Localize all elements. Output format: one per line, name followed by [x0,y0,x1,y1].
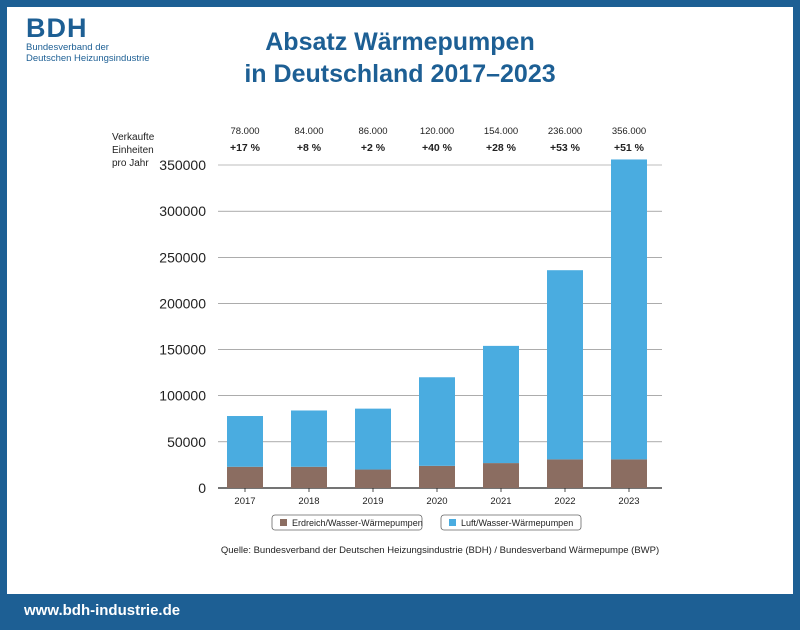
y-axis-label-line: Verkaufte [112,132,155,143]
x-axis-ticks [234,488,639,507]
x-tick-label: 2017 [234,496,256,507]
x-tick-label: 2022 [554,496,576,507]
chart-title-line-2: in Deutschland 2017–2023 [244,60,556,88]
x-tick-label: 2023 [618,496,640,507]
y-tick-label: 50000 [167,433,206,450]
legend-swatch [280,519,287,526]
y-axis-label-line: pro Jahr [112,158,149,169]
growth-label: +40 % [421,142,453,154]
bar-erdreich [227,467,263,488]
bars [227,159,647,488]
total-label: 86.000 [358,126,388,137]
y-tick-label: 300000 [159,203,206,220]
y-tick-label: 350000 [159,157,206,173]
footer-url[interactable]: www.bdh-industrie.de [24,602,181,619]
logo-mark: BDH [26,13,88,43]
bar-erdreich [355,470,391,488]
bar-luft [547,270,583,459]
growth-label: +2 % [360,142,386,154]
bar-erdreich [483,463,519,488]
growth-label: +8 % [296,142,322,154]
x-tick-label: 2018 [298,496,320,507]
legend-swatch [449,519,456,526]
bar-erdreich [419,466,455,488]
chart-title-line-1: Absatz Wärmepumpen [265,28,535,56]
y-tick-label: 200000 [159,295,206,312]
x-tick-label: 2021 [490,496,512,507]
y-axis-label [112,132,155,169]
bar-erdreich [611,459,647,488]
total-label: 356.000 [611,126,647,137]
legend-item-luft [441,515,581,530]
y-axis-label-line: Einheiten [112,145,154,156]
legend-label: Erdreich/Wasser-Wärmepumpen [292,518,423,528]
growth-label: +17 % [229,142,261,154]
total-label: 84.000 [294,126,324,137]
legend-item-erdreich [272,515,423,530]
bar-erdreich [291,467,327,488]
logo-line-1: Bundesverband der [26,42,109,53]
total-label: 154.000 [483,126,519,137]
x-tick-label: 2019 [362,496,384,507]
bar-luft [611,159,647,459]
total-label: 78.000 [230,126,260,137]
logo-line-2: Deutschen Heizungsindustrie [26,53,150,64]
legend-label: Luft/Wasser-Wärmepumpen [461,518,574,528]
bar-luft [419,377,455,466]
y-tick-label: 250000 [159,249,206,266]
y-axis-ticks [159,157,206,496]
total-label: 236.000 [547,126,583,137]
y-tick-label: 0 [198,480,206,496]
growth-label: +53 % [549,142,581,154]
bar-luft [483,346,519,463]
growth-label: +51 % [613,142,645,154]
bar-luft [227,416,263,467]
x-tick-label: 2020 [426,496,448,507]
bar-luft [355,409,391,470]
legend [272,515,581,530]
source-note: Quelle: Bundesverband der Deutschen Heizungsindustrie (BDH) / Bundesverband Wärmepumpe (BWP) [220,545,660,556]
total-labels [230,126,646,154]
y-tick-label: 150000 [159,341,206,358]
bar-luft [291,410,327,466]
y-tick-label: 100000 [159,387,206,404]
bar-erdreich [547,459,583,488]
total-label: 120.000 [419,126,455,137]
growth-label: +28 % [485,142,517,154]
